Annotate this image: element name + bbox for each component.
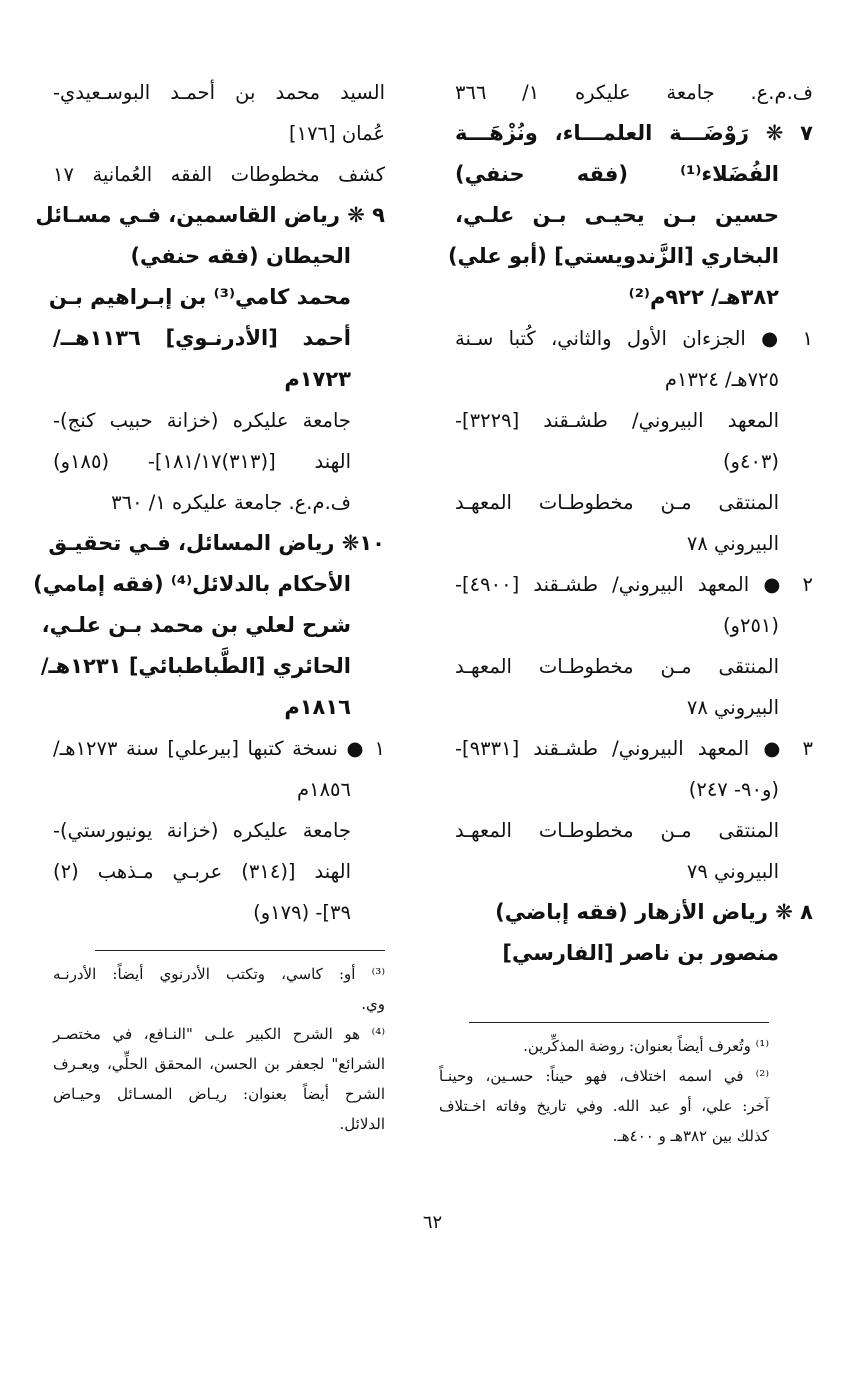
entry-heading-line: ٩ ❋ رياض القاسمين، فـي مسـائل — [35, 203, 385, 227]
footnote-line: كذلك بين ٣٨٢هـ و ٤٠٠هـ. — [612, 1127, 769, 1145]
entry-text-line: الهند [(٣١٤) عربـي مـذهب (٢) — [53, 860, 351, 883]
entry-text-line: البيروني ٧٩ — [686, 860, 779, 883]
entry-text-line: ٢ ● المعهد البيروني/ طشـقند [٤٩٠٠]- — [455, 573, 813, 596]
entry-heading-line: ١٠❋ رياض المسائل، فـي تحقيـق — [48, 531, 385, 555]
entry-text-line: البيروني ٧٨ — [686, 696, 779, 719]
entry-heading-line: محمد كامي⁽³⁾ بن إبـراهيم بـن — [48, 285, 351, 309]
entry-text-line: جامعة عليكره (خزانة حبيب كنج)- — [53, 409, 351, 432]
entry-text-line: ٣٩]- (١٧٩و) — [253, 901, 351, 924]
footnote-separator — [469, 1022, 769, 1023]
entry-text-line: المنتقى مـن مخطوطـات المعهـد — [455, 819, 779, 842]
entry-heading-line: ١٧٢٣م — [284, 367, 351, 391]
entry-text-line: المنتقى مـن مخطوطـات المعهـد — [455, 655, 779, 678]
entry-text-line: عُمان [١٧٦] — [288, 122, 385, 145]
entry-heading-line: البخاري [الزَّندويستي] (أبو علي) — [447, 244, 779, 268]
entry-heading-line: الأحكام بالدلائل⁽⁴⁾ (فقه إمامي) — [33, 572, 351, 596]
entry-heading-line: منصور بن ناصر [الفارسي] — [502, 941, 779, 965]
entry-text-line: جامعة عليكره (خزانة يونيورستي)- — [53, 819, 351, 842]
entry-heading-line: شرح لعلي بن محمد بـن علـي، — [41, 613, 351, 637]
footnote-line: الشرائع" لجعفر بن الحسن، المحقق الحلِّي، ويعـرف — [53, 1055, 385, 1073]
entry-heading-line: أحمد [الأدرنـوي] ١١٣٦هــ/ — [53, 326, 351, 350]
entry-text-line: (و٩٠- ٢٤٧) — [688, 778, 779, 801]
entry-text-line: كشف مخطوطات الفقه العُمانية ١٧ — [53, 163, 385, 186]
entry-heading-line: الحائري [الطَّباطبائي] ١٢٣١هـ/ — [40, 654, 351, 678]
entry-heading-line: ٣٨٢هـ/ ٩٢٢م⁽²⁾ — [628, 285, 779, 309]
entry-text-line: الهند [(٣١٣)١٨١/١٧]- (١٨٥و) — [53, 450, 351, 473]
entry-heading-line: ٧ ❋ رَوْضَـــة العلمـــاء، ونُزْهَـــة — [455, 121, 813, 145]
entry-text-line: (٢٥١و) — [722, 614, 779, 637]
entry-heading-line: حسين بـن يحيـى بـن علـي، — [455, 203, 779, 227]
entry-heading-line: الحيطان (فقه حنفي) — [130, 244, 351, 268]
entry-text-line: ١٨٥٦م — [297, 778, 351, 801]
entry-text-line: ١ ● الجزءان الأول والثاني، كُتبا سـنة — [455, 327, 813, 350]
entry-heading-line: ٨ ❋ رياض الأزهار (فقه إباضي) — [495, 900, 813, 924]
page-number: ٦٢ — [422, 1212, 443, 1233]
footnote-line: الدلائل. — [339, 1115, 385, 1133]
entry-text-line: البيروني ٧٨ — [686, 532, 779, 555]
footnote-line: الشرح أيضاً بعنوان: ريـاض المسـائل وحيـاض — [53, 1085, 385, 1103]
entry-text-line: ١ ● نسخة كتبها [بيرعلي] سنة ١٢٧٣هـ/ — [53, 737, 385, 760]
entry-text-line: (٤٠٣و) — [722, 450, 779, 473]
left-column — [33, 72, 385, 933]
footnotes-left — [53, 950, 385, 1139]
footnote-line: ⁽³⁾ أو: كاسي، وتكتب الأدرنوي أيضاً: الأدرنـه — [53, 965, 385, 983]
entry-text-line: السيد محمد بن أحمـد البوسـعيدي- — [53, 81, 385, 104]
entry-text-line: ف.م.ع. جامعة عليكره ١/ ٣٦٠ — [111, 491, 351, 514]
right-column — [447, 72, 813, 974]
entry-text-line: ٧٢٥هـ/ ١٣٢٤م — [664, 368, 779, 391]
entry-text-line: ٣ ● المعهد البيروني/ طشـقند [٩٣٣١]- — [455, 737, 813, 760]
entry-heading-line: الفُضَلاء⁽¹⁾ (فقه حنفي) — [455, 162, 779, 186]
footnote-line: ⁽⁴⁾ هو الشرح الكبير علـى "النـافع، في مختصـر — [53, 1025, 385, 1043]
entry-text-line: المنتقى مـن مخطوطـات المعهـد — [455, 491, 779, 514]
entry-heading-line: ١٨١٦م — [284, 695, 351, 719]
footnote-line: ⁽²⁾ في اسمه اختلاف، فهو حيناً: حسـين، وحينـاً — [439, 1067, 769, 1085]
footnote-line: ⁽¹⁾ وتُعرف أيضاً بعنوان: روضة المذكِّرين. — [523, 1037, 769, 1055]
footnotes-right — [439, 1022, 769, 1151]
entry-text-line: المعهد البيروني/ طشـقند [٣٢٢٩]- — [455, 409, 779, 432]
footnote-separator — [95, 950, 385, 951]
footnote-line: وي. — [361, 995, 385, 1013]
entry-text-line: ف.م.ع. جامعة عليكره ١/ ٣٦٦ — [455, 81, 813, 104]
footnote-line: آخر: علي، أو عبد الله. وفي تاريخ وفاته اخـتلاف — [439, 1097, 769, 1115]
